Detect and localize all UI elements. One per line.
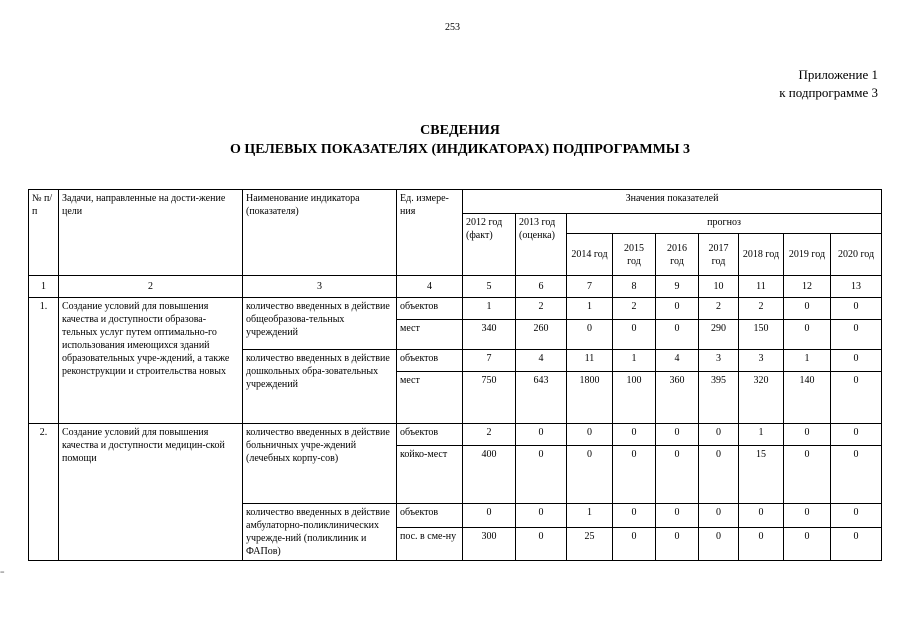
value-cell: 0 <box>567 446 613 504</box>
value-cell: 0 <box>831 320 882 350</box>
column-number: 3 <box>243 276 397 298</box>
value-cell: 0 <box>656 528 699 561</box>
column-number: 13 <box>831 276 882 298</box>
unit-cell: пос. в сме-ну <box>397 528 463 561</box>
column-number: 8 <box>613 276 656 298</box>
appendix-line-1: Приложение 1 <box>798 67 878 82</box>
column-number: 11 <box>739 276 784 298</box>
value-cell: 320 <box>739 372 784 424</box>
unit-cell: койко-мест <box>397 446 463 504</box>
value-cell: 1 <box>613 350 656 372</box>
value-cell: 150 <box>739 320 784 350</box>
table-row <box>29 424 882 446</box>
value-cell: 0 <box>784 298 831 320</box>
title-line-2: О ЦЕЛЕВЫХ ПОКАЗАТЕЛЯХ (ИНДИКАТОРАХ) ПОДПРОГРАММЫ 3 <box>229 142 691 157</box>
header-indicator: Наименование индикатора (показателя) <box>243 190 397 276</box>
value-cell: 0 <box>656 504 699 528</box>
column-number: 1 <box>29 276 59 298</box>
page-number: 253 <box>445 22 460 33</box>
value-cell: 0 <box>699 528 739 561</box>
header-year: 2020 год <box>831 234 882 276</box>
indicator-name: количество введенных в действие больничных учре-ждений (лечебных корпу-сов) <box>243 424 397 504</box>
header-year: 2018 год <box>739 234 784 276</box>
header-year: 2017 год <box>699 234 739 276</box>
indicator-name: количество введенных в действие общеобразова-тельных учреждений <box>243 298 397 350</box>
value-cell: 0 <box>613 504 656 528</box>
value-cell: 0 <box>699 446 739 504</box>
unit-cell: объектов <box>397 350 463 372</box>
column-number: 10 <box>699 276 739 298</box>
header-2012: 2012 год (факт) <box>463 214 516 276</box>
value-cell: 0 <box>463 504 516 528</box>
unit-cell: объектов <box>397 298 463 320</box>
value-cell: 0 <box>613 446 656 504</box>
table-body <box>29 298 882 561</box>
indicator-name: количество введенных в действие дошкольных обра-зовательных учреждений <box>243 350 397 424</box>
value-cell: 3 <box>699 350 739 372</box>
header-year: 2014 год <box>567 234 613 276</box>
value-cell: 0 <box>516 528 567 561</box>
value-cell: 0 <box>516 446 567 504</box>
header-num: № п/п <box>29 190 59 276</box>
value-cell: 0 <box>613 320 656 350</box>
value-cell: 0 <box>656 320 699 350</box>
value-cell: 0 <box>784 504 831 528</box>
header-2013: 2013 год (оценка) <box>516 214 567 276</box>
margin-mark: = <box>0 568 5 577</box>
value-cell: 260 <box>516 320 567 350</box>
value-cell: 0 <box>784 320 831 350</box>
value-cell: 2 <box>739 298 784 320</box>
value-cell: 1 <box>463 298 516 320</box>
header-year: 2016 год <box>656 234 699 276</box>
value-cell: 0 <box>831 446 882 504</box>
value-cell: 0 <box>784 446 831 504</box>
value-cell: 0 <box>613 424 656 446</box>
column-number: 12 <box>784 276 831 298</box>
value-cell: 0 <box>567 424 613 446</box>
value-cell: 0 <box>739 528 784 561</box>
column-number: 7 <box>567 276 613 298</box>
value-cell: 2 <box>463 424 516 446</box>
value-cell: 2 <box>699 298 739 320</box>
appendix-line-2: к подпрограмме 3 <box>779 85 878 100</box>
unit-cell: объектов <box>397 504 463 528</box>
value-cell: 0 <box>699 424 739 446</box>
column-number: 4 <box>397 276 463 298</box>
value-cell: 15 <box>739 446 784 504</box>
value-cell: 1 <box>784 350 831 372</box>
value-cell: 1800 <box>567 372 613 424</box>
value-cell: 2 <box>516 298 567 320</box>
value-cell: 400 <box>463 446 516 504</box>
unit-cell: объектов <box>397 424 463 446</box>
value-cell: 1 <box>739 424 784 446</box>
value-cell: 1 <box>567 298 613 320</box>
value-cell: 0 <box>656 446 699 504</box>
value-cell: 1 <box>567 504 613 528</box>
document-title <box>0 121 905 159</box>
indicators-table <box>28 189 882 561</box>
value-cell: 0 <box>831 424 882 446</box>
value-cell: 300 <box>463 528 516 561</box>
header-unit: Ед. измере-ния <box>397 190 463 276</box>
value-cell: 0 <box>699 504 739 528</box>
header-year: 2019 год <box>784 234 831 276</box>
value-cell: 395 <box>699 372 739 424</box>
value-cell: 4 <box>516 350 567 372</box>
value-cell: 0 <box>516 424 567 446</box>
value-cell: 0 <box>831 372 882 424</box>
value-cell: 290 <box>699 320 739 350</box>
table-row <box>29 298 882 320</box>
value-cell: 3 <box>739 350 784 372</box>
value-cell: 7 <box>463 350 516 372</box>
value-cell: 140 <box>784 372 831 424</box>
column-number: 5 <box>463 276 516 298</box>
column-number: 9 <box>656 276 699 298</box>
header-forecast: прогноз <box>567 214 882 234</box>
header-values: Значения показателей <box>463 190 882 214</box>
value-cell: 100 <box>613 372 656 424</box>
value-cell: 643 <box>516 372 567 424</box>
value-cell: 4 <box>656 350 699 372</box>
column-number: 2 <box>59 276 243 298</box>
value-cell: 0 <box>613 528 656 561</box>
value-cell: 0 <box>567 320 613 350</box>
value-cell: 0 <box>739 504 784 528</box>
value-cell: 0 <box>656 424 699 446</box>
value-cell: 2 <box>613 298 656 320</box>
value-cell: 340 <box>463 320 516 350</box>
value-cell: 0 <box>831 298 882 320</box>
appendix-note <box>779 66 878 102</box>
value-cell: 0 <box>831 504 882 528</box>
title-line-1: СВЕДЕНИЯ <box>420 123 500 138</box>
value-cell: 0 <box>784 528 831 561</box>
value-cell: 750 <box>463 372 516 424</box>
header-year: 2015 год <box>613 234 656 276</box>
header-task: Задачи, направленные на дости-жение цели <box>59 190 243 276</box>
unit-cell: мест <box>397 372 463 424</box>
value-cell: 0 <box>516 504 567 528</box>
task-cell: Создание условий для повышения качества и доступности медицин-ской помощи <box>59 424 243 561</box>
value-cell: 11 <box>567 350 613 372</box>
row-number: 2. <box>29 424 59 561</box>
value-cell: 0 <box>784 424 831 446</box>
value-cell: 360 <box>656 372 699 424</box>
value-cell: 0 <box>831 528 882 561</box>
value-cell: 25 <box>567 528 613 561</box>
column-number: 6 <box>516 276 567 298</box>
task-cell: Создание условий для повышения качества и доступности образова-тельных услуг путем оптимально-го использования имеющихся зданий образовательных учре-ждений, а также реконструкции и строительства новых <box>59 298 243 424</box>
unit-cell: мест <box>397 320 463 350</box>
value-cell: 0 <box>656 298 699 320</box>
value-cell: 0 <box>831 350 882 372</box>
row-number: 1. <box>29 298 59 424</box>
indicator-name: количество введенных в действие амбулаторно-поликлинических учрежде-ний (поликлиник и ФАПов) <box>243 504 397 561</box>
